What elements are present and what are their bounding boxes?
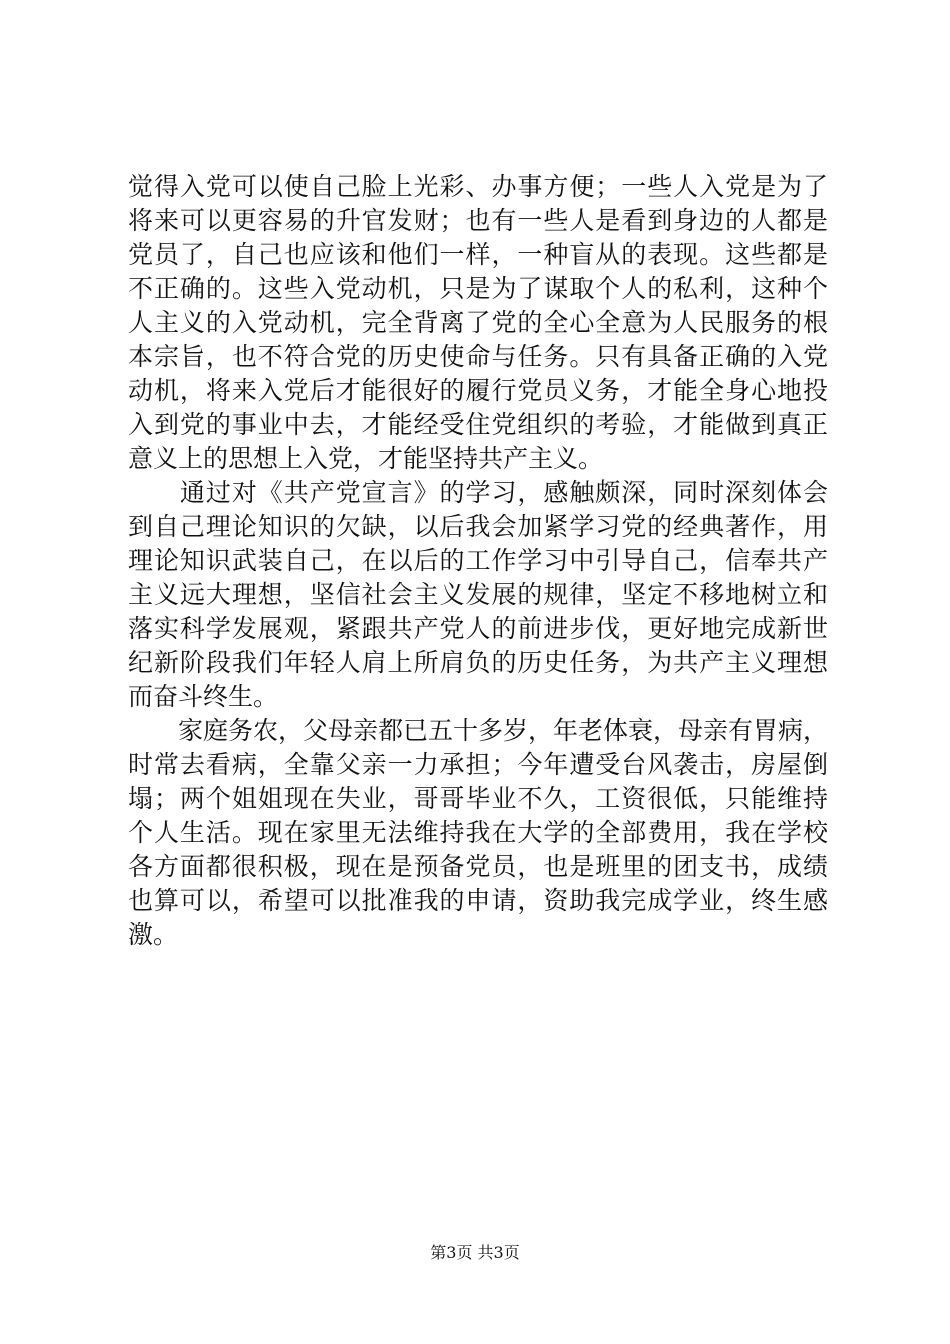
paragraph-study — [128, 476, 828, 714]
text-line: 也算可以，希望可以批准我的申请，资助我完成学业，终生感 — [128, 886, 828, 915]
text-line: 各方面都很积极，现在是预备党员，也是班里的团支书，成绩 — [128, 852, 828, 881]
text-line: 人主义的入党动机，完全背离了党的全心全意为人民服务的根 — [128, 308, 828, 337]
text-line: 意义上的思想上入党，才能坚持共产主义。 — [128, 444, 604, 473]
text-line: 将来可以更容易的升官发财；也有一些人是看到身边的人都是 — [128, 206, 828, 235]
text-line: 时常去看病，全靠父亲一力承担；今年遭受台风袭击，房屋倒 — [128, 750, 828, 779]
text-line: 不正确的。这些入党动机，只是为了谋取个人的私利，这种个 — [128, 274, 828, 303]
text-line: 落实科学发展观，紧跟共产党人的前进步伐，更好地完成新世 — [128, 614, 828, 643]
text-line: 通过对《共产党宣言》的学习，感触颇深，同时深刻体会 — [128, 478, 828, 507]
text-line: 主义远大理想，坚信社会主义发展的规律，坚定不移地树立和 — [128, 580, 828, 609]
text-line: 纪新阶段我们年轻人肩上所肩负的历史任务，为共产主义理想 — [128, 648, 828, 677]
text-line: 而奋斗终生。 — [128, 682, 279, 711]
text-line: 觉得入党可以使自己脸上光彩、办事方便；一些人入党是为了 — [128, 172, 828, 201]
text-line: 入到党的事业中去，才能经受住党组织的考验，才能做到真正 — [128, 410, 828, 439]
paragraph-family — [128, 714, 828, 952]
text-line: 党员了，自己也应该和他们一样，一种盲从的表现。这些都是 — [128, 240, 828, 269]
text-line: 动机，将来入党后才能很好的履行党员义务，才能全身心地投 — [128, 376, 828, 405]
text-line: 个人生活。现在家里无法维持我在大学的全部费用，我在学校 — [128, 818, 828, 847]
paragraph-motivation — [128, 170, 828, 476]
text-line: 激。 — [128, 920, 179, 949]
page-number-footer: 第3页 共3页 — [430, 1243, 520, 1262]
text-line: 家庭务农，父母亲都已五十多岁，年老体衰，母亲有胃病， — [128, 716, 829, 745]
text-line: 到自己理论知识的欠缺，以后我会加紧学习党的经典著作，用 — [128, 512, 828, 541]
document-body — [128, 170, 828, 952]
text-line: 塌；两个姐姐现在失业，哥哥毕业不久，工资很低，只能维持 — [128, 784, 828, 813]
text-line: 本宗旨，也不符合党的历史使命与任务。只有具备正确的入党 — [128, 342, 828, 371]
text-line: 理论知识武装自己，在以后的工作学习中引导自己，信奉共产 — [128, 546, 828, 575]
